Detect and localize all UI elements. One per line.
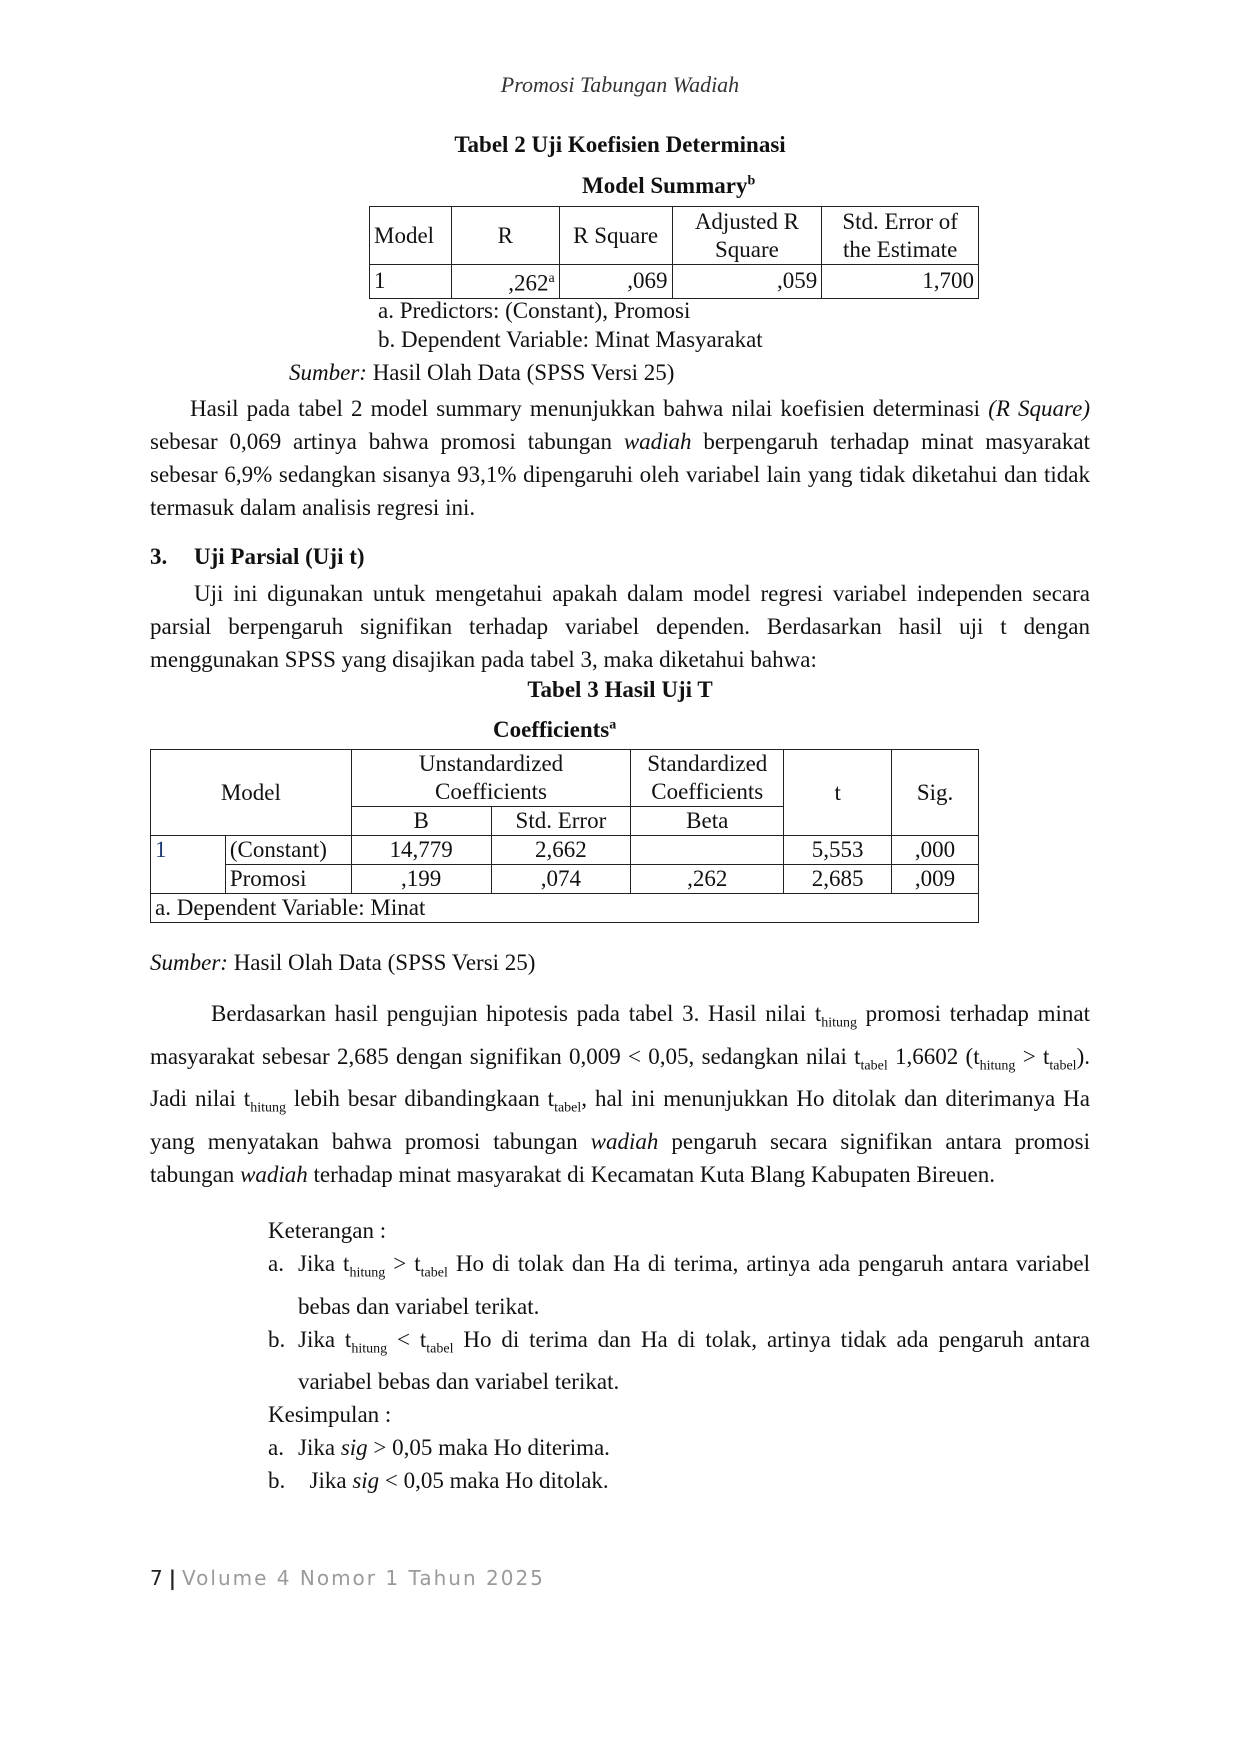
list-item: b. Jika $t_{hitung} < t_{tabel}$ Ho di terima dan Ha di tolak, artinya tidak ada pengaruh antara variabel bebas dan variabel terikat. bbox=[268, 1326, 1090, 1395]
cell-b: 14,779 bbox=[351, 836, 491, 865]
cell-t: 2,685 bbox=[784, 865, 892, 894]
cell-sig: ,009 bbox=[892, 865, 979, 894]
header-adjusted-r-square: Adjusted R Square bbox=[672, 207, 822, 265]
journal-volume: Volume 4 Nomor 1 Tahun 2025 bbox=[182, 1566, 545, 1590]
cell-model-number: 1 bbox=[151, 836, 226, 894]
table3-caption: Tabel 3 Hasil Uji T bbox=[527, 677, 713, 702]
table3-source: Sumber: Hasil Olah Data (SPSS Versi 25) bbox=[150, 950, 536, 975]
kesimpulan-label: Kesimpulan : bbox=[268, 1402, 392, 1428]
paragraph-hasil-uji-t: Berdasarkan hasil pengujian hipotesis pada tabel 3. Hasil nilai $t_{hitung}$ promosi terhadap minat masyarakat sebesar 2,685 dengan signifikan 0,009 < 0,05, sedangkan nilai $t_{tabel}$ 1,6602 $(t_{hitung} > t_{tabel})$. Jadi nilai $t_{hitung}$ lebih besar dibandingkaan $t_{tabel}$, hal ini menunjukkan Ho ditolak dan diterimanya Ha yang menyatakan bahwa promosi tabungan wadiah pengaruh secara signifikan antara promosi tabungan wadiah terhadap minat masyarakat di Kecamatan Kuta Blang Kabupaten Bireuen. bbox=[150, 1001, 1091, 1187]
header-unstandardized-coefficients: Unstandardized Coefficients bbox=[351, 750, 631, 807]
cell-r: ,262$^a$ bbox=[451, 265, 559, 299]
cell-t: 5,553 bbox=[784, 836, 892, 865]
cell-std-error: ,074 bbox=[491, 865, 631, 894]
header-r-square: R Square bbox=[559, 207, 672, 265]
header-sig: Sig. bbox=[892, 750, 979, 836]
table2-note-a: a. Predictors: (Constant), Promosi bbox=[378, 298, 691, 323]
model-summary-table bbox=[369, 206, 979, 299]
table2-source: Sumber: Hasil Olah Data (SPSS Versi 25) bbox=[289, 360, 675, 385]
header-b: B bbox=[351, 807, 491, 836]
cell-r-square: ,069 bbox=[559, 265, 672, 299]
header-std-error-estimate: Std. Error of the Estimate bbox=[822, 207, 979, 265]
header-model: Model bbox=[151, 750, 352, 836]
cell-predictor: (Constant) bbox=[225, 836, 351, 865]
cell-b: ,199 bbox=[351, 865, 491, 894]
keterangan-block bbox=[268, 1214, 1090, 1497]
table2-spss-title: Model Summary$^b$ bbox=[582, 173, 756, 198]
page-footer bbox=[150, 1566, 545, 1590]
cell-beta bbox=[631, 836, 784, 865]
coefficients-table bbox=[150, 749, 979, 923]
list-item: a. Jika $t_{hitung} > t_{tabel}$ Ho di tolak dan Ha di terima, artinya ada pengaruh antara variabel bebas dan variabel terikat. bbox=[268, 1251, 1090, 1319]
cell-std-error: 1,700 bbox=[822, 265, 979, 299]
list-item: a. Jika sig > 0,05 maka Ho diterima. bbox=[268, 1435, 610, 1461]
page-number: 7 bbox=[150, 1566, 163, 1590]
table3-note-a: a. Dependent Variable: Minat bbox=[151, 894, 979, 923]
header-r: R bbox=[451, 207, 559, 265]
table2-caption: Tabel 2 Uji Koefisien Determinasi bbox=[454, 132, 786, 157]
header-t: t bbox=[784, 750, 892, 836]
footer-separator: | bbox=[168, 1566, 177, 1590]
header-model: Model bbox=[370, 207, 452, 265]
cell-beta: ,262 bbox=[631, 865, 784, 894]
cell-model: 1 bbox=[370, 265, 452, 299]
table2-note-b: b. Dependent Variable: Minat Masyarakat bbox=[378, 327, 763, 352]
paragraph-uji-parsial: Uji ini digunakan untuk mengetahui apakah dalam model regresi variabel independen secara parsial berpengaruh signifikan terhadap variabel dependen. Berdasarkan hasil uji t dengan menggunakan SPSS yang disajikan pada tabel 3, maka diketahui bahwa: bbox=[150, 581, 1090, 672]
table-row bbox=[151, 836, 979, 865]
cell-predictor: Promosi bbox=[225, 865, 351, 894]
header-beta: Beta bbox=[631, 807, 784, 836]
header-standardized-coefficients: Standardized Coefficients bbox=[631, 750, 784, 807]
table3-spss-title: Coefficients$^a$ bbox=[493, 717, 617, 742]
paragraph-r-square: Hasil pada tabel 2 model summary menunjukkan bahwa nilai koefisien determinasi (R Square) sebesar 0,069 artinya bahwa promosi tabungan wadiah berpengaruh terhadap minat masyarakat sebesar 6,9% sedangkan sisanya 93,1% dipengaruhi oleh variabel lain yang tidak diketahui dan tidak termasuk dalam analisis regresi ini. bbox=[150, 396, 1090, 520]
cell-std-error: 2,662 bbox=[491, 836, 631, 865]
keterangan-label: Keterangan : bbox=[268, 1218, 387, 1243]
cell-adj-r-square: ,059 bbox=[672, 265, 822, 299]
header-std-error: Std. Error bbox=[491, 807, 631, 836]
list-item: b. Jika sig < 0,05 maka Ho ditolak. bbox=[268, 1468, 609, 1494]
section-heading-uji-parsial: 3. Uji Parsial (Uji t) bbox=[150, 544, 365, 569]
cell-sig: ,000 bbox=[892, 836, 979, 865]
table-row bbox=[151, 865, 979, 894]
running-header: Promosi Tabungan Wadiah bbox=[500, 72, 740, 97]
